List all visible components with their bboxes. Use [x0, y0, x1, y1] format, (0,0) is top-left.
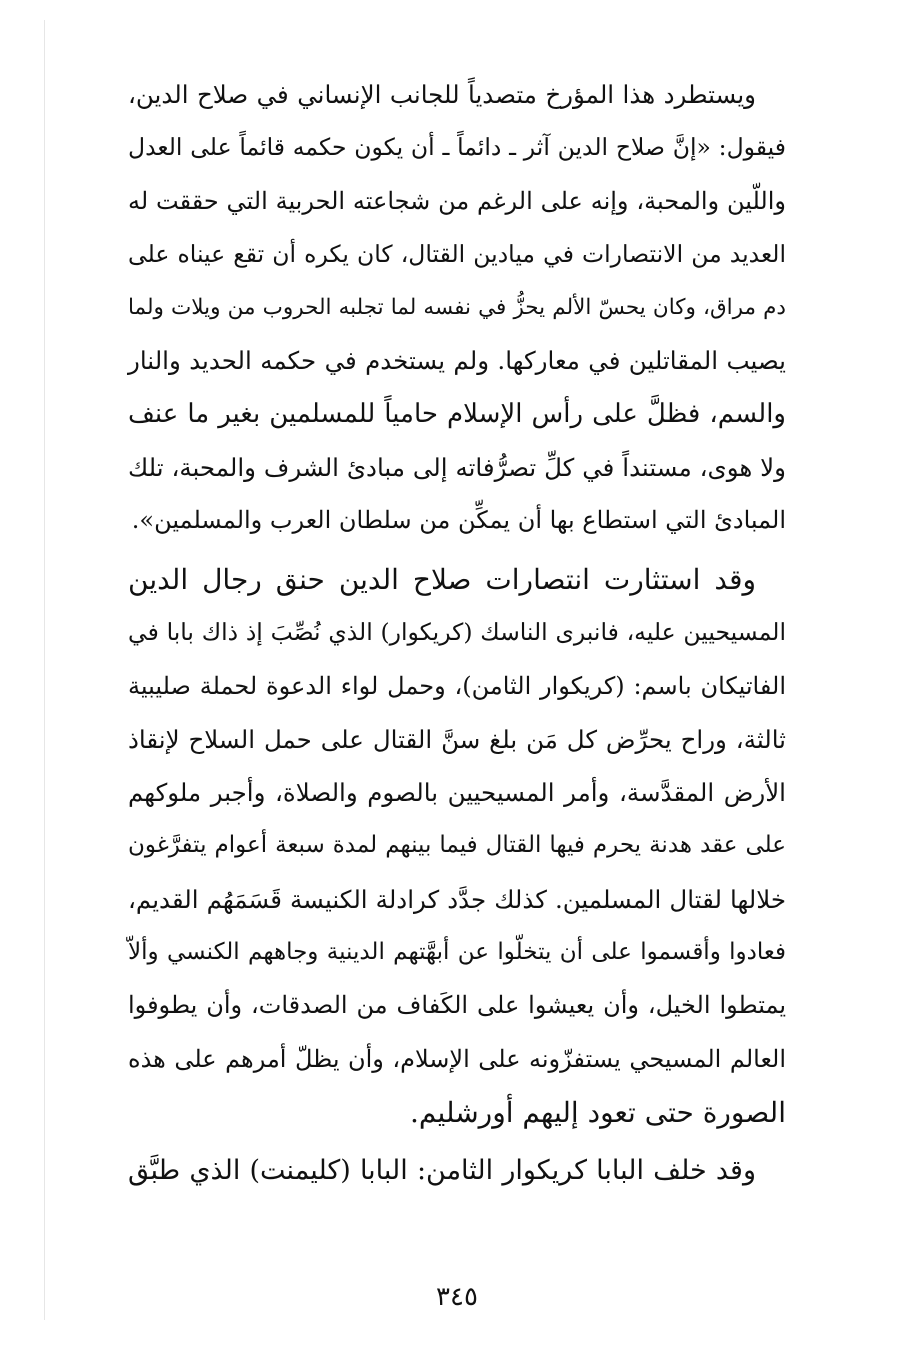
- left-margin-line: [44, 20, 45, 1320]
- text-line: المسيحيين عليه، فانبرى الناسك (كريكوار) الذي نُصِّبَ إذ ذاك بابا في: [128, 618, 786, 647]
- paragraph-3: [128, 1144, 786, 1197]
- text-line: الصورة حتى تعود إليهم أورشليم.: [409, 1095, 786, 1129]
- text-line: وقد استثارت انتصارات صلاح الدين حنق رجال الدين: [128, 563, 756, 596]
- text-line: العالم المسيحي يستفزّونه على الإسلام، وأن يظلّ أمرهم على هذه: [128, 1044, 786, 1073]
- text-line: ويستطرد هذا المؤرخ متصدياً للجانب الإنساني في صلاح الدين،: [128, 80, 756, 109]
- text-line: واللّين والمحبة، وإنه على الرغم من شجاعته الحربية التي حققت له: [128, 186, 786, 215]
- text-line: يمتطوا الخيل، وأن يعيشوا على الكَفاف من الصدقات، وأن يطوفوا: [128, 991, 786, 1020]
- page-number: ٣٤٥: [436, 1282, 478, 1312]
- text-line: ولا هوى، مستنداً في كلِّ تصرُّفاته إلى مبادئ الشرف والمحبة، تلك: [128, 453, 786, 483]
- paragraph-1: [128, 68, 786, 548]
- paragraph-2: [128, 553, 786, 1139]
- text-line: دم مراق، وكان يحسّ الألم يحزُّ في نفسه لما تجلبه الحروب من ويلات ولما: [128, 295, 786, 321]
- text-line: فيقول: «إنَّ صلاح الدين آثر ـ دائماً ـ أن يكون حكمه قائماً على العدل: [128, 133, 786, 162]
- text-line: ثالثة، وراح يحرِّض كل مَن بلغ سنَّ القتال على حمل السلاح لإنقاذ: [128, 724, 786, 754]
- text-line: العديد من الانتصارات في ميادين القتال، كان يكره أن تقع عيناه على: [128, 239, 786, 268]
- text-line: فعادوا وأقسموا على أن يتخلّوا عن أبهَّتهم الدينية وجاههم الكنسي وألاّ: [128, 939, 786, 966]
- text-line: على عقد هدنة يحرم فيها القتال فيما بينهم لمدة سبعة أعوام يتفرَّغون: [128, 832, 786, 859]
- text-line: المبادئ التي استطاع بها أن يمكِّن من سلطان العرب والمسلمين».: [131, 506, 786, 535]
- text-line: الأرض المقدَّسة، وأمر المسيحيين بالصوم والصلاة، وأجبر ملوكهم: [128, 778, 786, 808]
- text-line: وقد خلف البابا كريكوار الثامن: البابا (كليمنت) الذي طبَّق: [128, 1155, 756, 1186]
- text-line: خلالها لقتال المسلمين. كذلك جدَّد كرادلة الكنيسة قَسَمَهُم القديم،: [128, 884, 786, 914]
- text-line: يصيب المقاتلين في معاركها. ولم يستخدم في حكمه الحديد والنار: [128, 346, 786, 376]
- text-line: الفاتيكان باسم: (كريكوار الثامن)، وحمل لواء الدعوة لحملة صليبية: [128, 671, 786, 700]
- text-line: والسم، فظلَّ على رأس الإسلام حامياً للمسلمين بغير ما عنف: [128, 398, 786, 429]
